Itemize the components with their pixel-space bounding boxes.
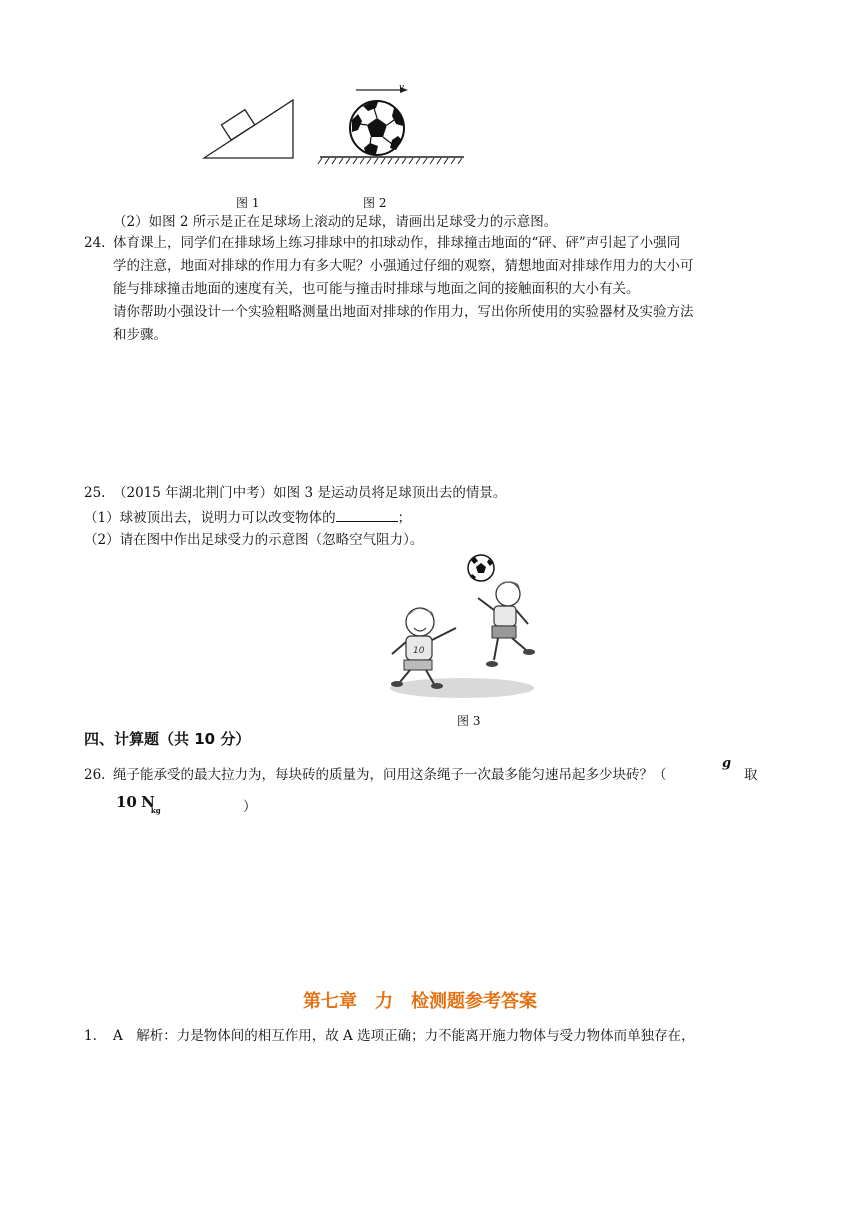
q24-line-3: 能与排球撞击地面的速度有关，也可能与撞击时排球与地面之间的接触面积的大小有关。 bbox=[113, 281, 640, 297]
q24-line-4: 请你帮助小强设计一个实验粗略测量出地面对排球的作用力，写出你所使用的实验器材及实验方法 bbox=[113, 304, 694, 320]
q26-unit-kg: kg bbox=[150, 806, 161, 815]
q25-part1-end: ； bbox=[397, 510, 412, 526]
q24-number: 24. bbox=[84, 235, 106, 251]
q26-unit-n: N bbox=[141, 793, 155, 811]
q25-part2: （2）请在图中作出足球受力的示意图（忽略空气阻力）。 bbox=[84, 532, 424, 548]
figure-1-incline bbox=[200, 96, 300, 162]
q26-number: 26. bbox=[84, 767, 106, 783]
figure-2-caption: 图 2 bbox=[363, 196, 387, 210]
figure-1-caption: 图 1 bbox=[236, 196, 260, 210]
q25-number: 25. bbox=[84, 485, 106, 501]
q26-value bbox=[116, 793, 165, 815]
q25-intro: （2015 年湖北荆门中考）如图 3 是运动员将足球顶出去的情景。 bbox=[113, 485, 507, 501]
q23-part2: （2）如图 2 所示是正在足球场上滚动的足球，请画出足球受力的示意图。 bbox=[113, 214, 558, 230]
section-4-heading: 四、计算题（共 10 分） bbox=[84, 730, 251, 748]
q24-line-5: 和步骤。 bbox=[113, 327, 167, 343]
answers-title: 第七章 力 检测题参考答案 bbox=[303, 991, 537, 1012]
g-symbol: g bbox=[722, 756, 732, 771]
q26-text: 绳子能承受的最大拉力为，每块砖的质量为，问用这条绳子一次最多能匀速吊起多少块砖？（ bbox=[113, 767, 667, 783]
answer-1-number: 1. bbox=[84, 1028, 97, 1044]
shirt-number: 10 bbox=[413, 646, 425, 656]
answer-blank[interactable] bbox=[336, 507, 398, 522]
q26-number-value: 10 bbox=[116, 793, 137, 811]
velocity-label: v bbox=[399, 83, 405, 93]
q26-close: ） bbox=[243, 799, 257, 815]
q25-part1-text: （1）球被顶出去，说明力可以改变物体的 bbox=[84, 510, 336, 526]
q25-part1 bbox=[84, 507, 411, 528]
figure-2-rolling-ball bbox=[316, 80, 476, 170]
q24-line-2: 学的注意，地面对排球的作用力有多大呢？小强通过仔细的观察，猜想地面对排球作用力的大小可 bbox=[113, 258, 694, 274]
figure-3-heading-ball bbox=[382, 552, 542, 702]
figure-3-caption: 图 3 bbox=[457, 714, 481, 728]
q24-line-1: 体育课上，同学们在排球场上练习排球中的扣球动作，排球撞击地面的“砰、砰”声引起了小强同 bbox=[113, 235, 681, 251]
answer-1-text: A 解析：力是物体间的相互作用，故 A 选项正确；力不能离开施力物体与受力物体而单独存在， bbox=[113, 1028, 695, 1044]
q26-take: 取 bbox=[744, 767, 758, 783]
